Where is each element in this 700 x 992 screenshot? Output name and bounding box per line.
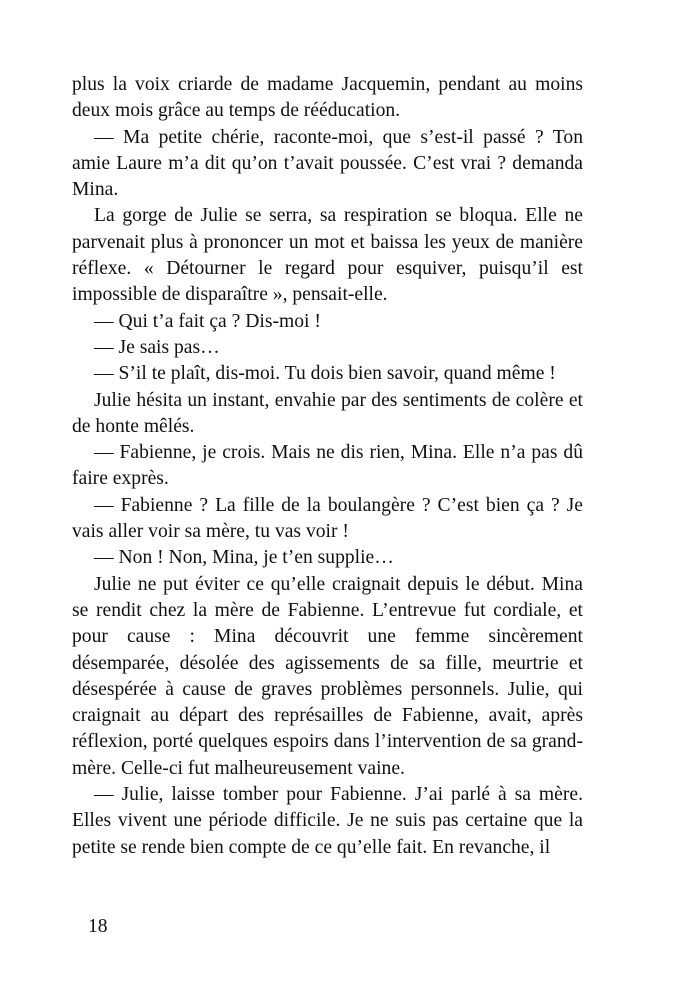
- paragraph-12: — Julie, laisse tomber pour Fabienne. J’ai parlé à sa mère. Elles vivent une période difficile. Je ne suis pas certaine que la petite se rende bien compte de ce qu’elle fait. En revanche, il: [72, 784, 583, 858]
- paragraph-11: Julie ne put éviter ce qu’elle craignait depuis le début. Mina se rendit chez la mère de Fabienne. L’entrevue fut cordiale, et pour cause : Mina découvrit une femme sincèrement désemparée, désolée des agissements de sa fille, meurtrie et désespérée à cause de graves problèmes personnels. Julie, qui craignait au départ des représailles de Fabienne, avait, après réflexion, porté quelques espoirs dans l’intervention de sa grand-mère. Celle-ci fut malheureusement vaine.: [72, 573, 583, 779]
- paragraph-7: Julie hésita un instant, envahie par des sentiments de colère et de honte mêlés.: [72, 389, 583, 437]
- paragraph-3: La gorge de Julie se serra, sa respiration se bloqua. Elle ne parvenait plus à prononcer un mot et baissa les yeux de manière réflexe. « Détourner le regard pour esquiver, puisqu’il est impossible de disparaître », pensait-elle.: [72, 205, 583, 306]
- paragraph-10: — Non ! Non, Mina, je t’en supplie…: [94, 547, 394, 569]
- paragraph-6: — S’il te plaît, dis-moi. Tu dois bien savoir, quand même !: [94, 363, 556, 385]
- paragraph-1: plus la voix criarde de madame Jacquemin, pendant au moins deux mois grâce au temps de rééducation.: [72, 74, 583, 122]
- paragraph-5: — Je sais pas…: [94, 336, 220, 358]
- paragraph-2: — Ma petite chérie, raconte-moi, que s’est-il passé ? Ton amie Laure m’a dit qu’on t’avait poussée. C’est vrai ? demanda Mina.: [72, 126, 583, 201]
- page-number: 18: [88, 916, 108, 937]
- paragraph-4: — Qui t’a fait ça ? Dis-moi !: [94, 310, 321, 332]
- paragraph-8: — Fabienne, je crois. Mais ne dis rien, Mina. Elle n’a pas dû faire exprès.: [72, 442, 583, 490]
- paragraph-9: — Fabienne ? La fille de la boulangère ? C’est bien ça ? Je vais aller voir sa mère, tu vas voir !: [72, 494, 583, 543]
- page-body: [72, 72, 583, 861]
